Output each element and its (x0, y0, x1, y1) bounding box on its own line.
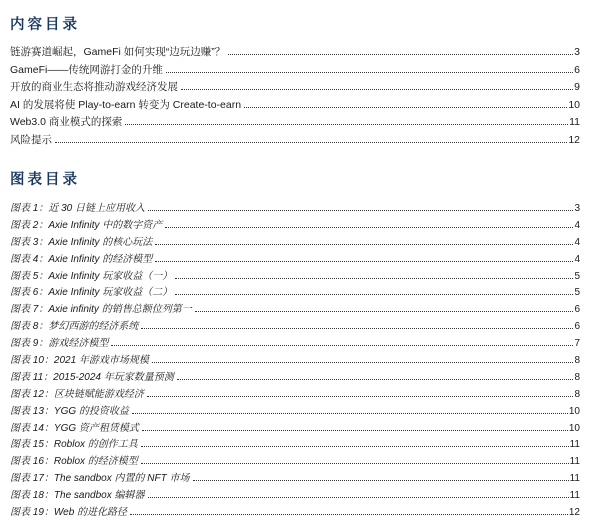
dot-leader (244, 107, 567, 108)
toc-entry-page: 10 (568, 98, 580, 111)
dot-leader (55, 142, 567, 143)
figure-toc-list (10, 199, 580, 520)
dot-leader (125, 124, 568, 125)
dot-leader (141, 463, 569, 464)
toc-entry-label: 图表 14：YGG 资产租赁模式 (10, 422, 139, 434)
dot-leader (175, 294, 573, 295)
toc-entry-page: 7 (574, 338, 580, 350)
figure-toc-section (10, 169, 580, 520)
toc-entry-page: 4 (574, 253, 580, 265)
toc-entry-page: 8 (574, 355, 580, 367)
figure-toc-entry[interactable] (10, 317, 580, 334)
toc-entry-label: 图表 2：Axie Infinity 中的数字资产 (10, 219, 163, 231)
toc-entry-page: 3 (574, 46, 580, 58)
toc-entry-label: 图表 15：Roblox 的创作工具 (10, 439, 138, 451)
figure-toc-entry[interactable] (10, 503, 580, 520)
toc-entry-label: 图表 1：近 30 日链上应用收入 (10, 203, 146, 214)
toc-entry-label: AI 的发展将使 Play-to-earn 转变为 Create-to-earn (10, 98, 242, 111)
figure-toc-entry[interactable] (10, 486, 580, 503)
figure-toc-entry[interactable] (10, 199, 580, 216)
toc-entry-label: 图表 10：2021 年游戏市场规模 (10, 355, 149, 367)
toc-entry-page: 10 (568, 405, 580, 417)
toc-entry-label: 图表 4：Axie Infinity 的经济模型 (10, 253, 153, 265)
toc-entry-label: 图表 8：梦幻西游的经济系统 (10, 321, 139, 333)
toc-entry-label: 图表 6：Axie Infinity 玩家收益（二） (10, 287, 173, 299)
figure-toc-entry[interactable] (10, 216, 580, 233)
toc-entry-label: 图表 17：The sandbox 内置的 NFT 市场 (10, 473, 190, 485)
dot-leader (195, 311, 574, 312)
toc-entry-label: 图表 16：Roblox 的经济模型 (10, 456, 138, 468)
toc-entry-label: 图表 9：游戏经济模型 (10, 338, 109, 350)
toc-entry[interactable] (10, 97, 580, 115)
toc-entry-page: 6 (574, 63, 580, 76)
dot-leader (155, 244, 573, 245)
dot-leader (152, 362, 574, 363)
dot-leader (155, 261, 573, 262)
toc-entry[interactable] (10, 79, 580, 97)
figure-toc-title: 图表目录 (10, 171, 80, 188)
dot-leader (147, 396, 574, 397)
dot-leader (142, 430, 568, 431)
toc-entry-page: 4 (574, 236, 580, 248)
content-toc-list (10, 44, 580, 149)
dot-leader (166, 72, 573, 73)
dot-leader (177, 379, 574, 380)
dot-leader (130, 514, 568, 515)
toc-entry-page: 5 (574, 287, 580, 299)
toc-entry-label: 链游赛道崛起，GameFi 如何实现“边玩边赚”？ (10, 46, 226, 58)
toc-entry-label: 图表 7：Axie infinity 的销售总额位列第一 (10, 304, 192, 316)
toc-entry-page: 6 (574, 321, 580, 333)
toc-entry-page: 11 (569, 456, 580, 468)
toc-entry-page: 11 (569, 473, 580, 485)
figure-toc-entry[interactable] (10, 435, 580, 452)
content-toc-title: 内容目录 (10, 16, 80, 33)
figure-toc-entry[interactable] (10, 452, 580, 469)
figure-toc-entry[interactable] (10, 385, 580, 402)
content-toc-section (10, 14, 580, 149)
toc-entry-page: 6 (574, 304, 580, 316)
dot-leader (111, 345, 573, 346)
toc-entry-label: 图表 19：Web 的进化路径 (10, 507, 128, 519)
toc-entry-page: 3 (574, 203, 580, 214)
figure-toc-entry[interactable] (10, 250, 580, 267)
toc-entry-page: 8 (574, 388, 580, 400)
toc-entry-page: 10 (568, 422, 580, 434)
dot-leader (193, 480, 569, 481)
toc-entry-label: 图表 11：2015-2024 年玩家数量预测 (10, 371, 174, 383)
dot-leader (141, 328, 573, 329)
toc-entry-label: 图表 13：YGG 的投资收益 (10, 405, 129, 417)
toc-entry-label: Web3.0 商业模式的探索 (10, 116, 123, 128)
toc-entry-page: 11 (569, 490, 580, 502)
toc-entry[interactable] (10, 132, 580, 150)
toc-entry-page: 11 (569, 439, 580, 451)
toc-entry-page: 11 (569, 116, 580, 128)
toc-entry-label: 图表 12：区块链赋能游戏经济 (10, 388, 144, 400)
dot-leader (132, 413, 568, 414)
figure-toc-entry[interactable] (10, 283, 580, 300)
figure-toc-entry[interactable] (10, 300, 580, 317)
toc-entry[interactable] (10, 44, 580, 62)
dot-leader (148, 210, 573, 211)
toc-entry-label: 风险提示 (10, 133, 52, 146)
dot-leader (165, 227, 573, 228)
toc-entry[interactable] (10, 114, 580, 132)
dot-leader (148, 497, 569, 498)
toc-entry[interactable] (10, 62, 580, 80)
dot-leader (175, 278, 573, 279)
figure-toc-entry[interactable] (10, 368, 580, 385)
toc-entry-label: 开放的商业生态将推动游戏经济发展 (10, 81, 178, 93)
toc-entry-page: 9 (574, 81, 580, 93)
figure-toc-entry[interactable] (10, 402, 580, 419)
figure-toc-entry[interactable] (10, 469, 580, 486)
toc-entry-page: 12 (568, 507, 580, 519)
figure-toc-entry[interactable] (10, 419, 580, 436)
figure-toc-entry[interactable] (10, 233, 580, 250)
dot-leader (141, 446, 569, 447)
toc-entry-page: 8 (574, 371, 580, 383)
toc-entry-page: 4 (574, 219, 580, 231)
figure-toc-entry[interactable] (10, 334, 580, 351)
toc-entry-label: 图表 18：The sandbox 编辑器 (10, 490, 145, 502)
dot-leader (181, 89, 573, 90)
toc-entry-page: 12 (568, 133, 580, 146)
toc-entry-label: 图表 3：Axie Infinity 的核心玩法 (10, 236, 153, 248)
toc-entry-label: 图表 5：Axie Infinity 玩家收益（一） (10, 270, 173, 282)
figure-toc-entry[interactable] (10, 267, 580, 284)
dot-leader (228, 54, 573, 55)
toc-entry-label: GameFi——传统网游打金的升维 (10, 63, 163, 76)
figure-toc-entry[interactable] (10, 351, 580, 368)
toc-entry-page: 5 (574, 270, 580, 282)
